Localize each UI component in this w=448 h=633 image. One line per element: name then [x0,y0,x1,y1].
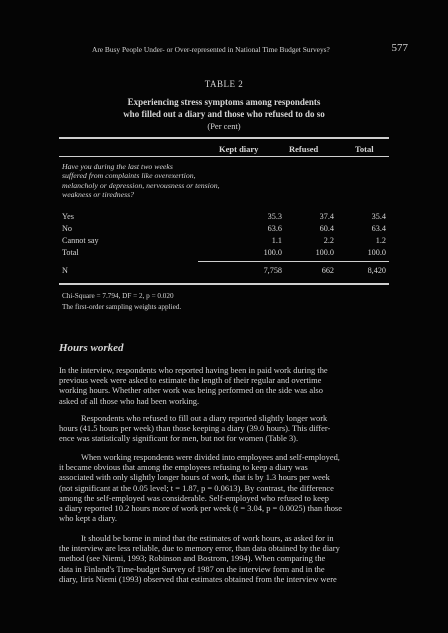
cell-kept-diary: 35.3 [267,212,282,221]
row-label: Cannot say [62,236,99,245]
text-line: the interview are less reliable, due to memory error, than data obtained by the diary [59,543,340,554]
text-line: ence was statistically significant for men, but not for women (Table 3). [59,433,299,444]
cell-kept-diary: 1.1 [271,236,282,245]
cell-total: 35.4 [371,212,386,221]
table-top-rule [59,137,389,139]
table-total-rule [198,261,389,262]
body-paragraph [59,413,389,444]
cell-total: 8,420 [367,266,386,275]
text-line: who kept a diary. [59,513,118,524]
cell-total: 100.0 [367,248,386,257]
section-heading: Hours worked [59,342,124,354]
survey-question [62,162,272,199]
row-label: No [62,224,73,233]
text-line: previous week were asked to estimate the length of their regular and overtime [59,375,322,386]
body-paragraph [59,533,389,584]
running-title: Are Busy People Under- or Over-represented in National Time Budget Surveys? [92,45,330,54]
text-line: a diary reported 10.2 hours more of work per week (t = 3.04, p = 0.0025) than those [59,502,342,513]
text-line: working hours. Whether other work was being performed on the side was also [59,385,323,396]
text-line: asked of all those who had been working. [59,395,200,406]
cell-refused: 2.2 [323,236,334,245]
table-footnote: The first-order sampling weights applied. [62,303,182,311]
cell-kept-diary: 7,758 [263,266,282,275]
page-number: 577 [391,42,408,54]
cell-kept-diary: 100.0 [263,248,282,257]
cell-total: 1.2 [375,236,386,245]
text-line: data in Finland's Time-budget Survey of 1987 on the interview form and in the [59,563,325,574]
table-row [62,212,388,223]
column-header-total: Total [355,144,374,154]
cell-refused: 60.4 [319,224,334,233]
table-row [62,248,388,259]
table-title [0,96,448,120]
row-label: Yes [62,212,74,221]
row-label: Total [62,248,79,257]
text-line: hours (41.5 hours per week) than those keeping a diary (39.0 hours). This differ- [59,423,331,434]
column-header-refused: Refused [289,144,319,154]
cell-refused: 37.4 [319,212,334,221]
table-row-n [62,266,388,277]
cell-refused: 100.0 [315,248,334,257]
survey-question-line: suffered from complaints like overexertion, [62,171,196,181]
body-paragraph [59,452,389,523]
survey-question-line: melancholy or depression, nervousness or tension, [62,180,220,190]
text-line: method (see Niemi, 1993; Robinson and Bostrom, 1994). When comparing the [59,553,326,564]
table-row [62,224,388,235]
cell-total: 63.4 [371,224,386,233]
text-line: It should be borne in mind that the estimates of work hours, as asked for in [81,533,334,543]
column-header-kept-diary: Kept diary [219,144,259,154]
row-label: N [62,266,68,275]
text-line: associated with only slightly longer hours of work, that is by 1.3 hours per week [59,472,330,483]
table-footnote: Chi-Square = 7.794, DF = 2, p = 0.020 [62,292,174,300]
text-line: In the interview, respondents who reported having been in paid work during the [59,365,328,375]
text-line: it became obvious that among the employees refusing to keep a diary was [59,462,308,473]
table-row [62,236,388,247]
text-line: When working respondents were divided into employees and self-employed, [81,452,340,462]
table-label: TABLE 2 [204,79,244,89]
table-bottom-rule [59,283,389,285]
body-paragraph [59,365,389,406]
table-unit-note: (Per cent) [207,121,241,131]
cell-kept-diary: 63.6 [267,224,282,233]
table-title-line: Experiencing stress symptoms among respondents [127,97,321,107]
text-line: diary, Iiris Niemi (1993) observed that estimates obtained from the interview were [59,573,337,584]
text-line: (not significant at the 0.05 level; t = 1.87, p = 0.0613). By contrast, the difference [59,482,334,493]
survey-question-line: weakness or tiredness? [62,189,135,199]
cell-refused: 662 [321,266,334,275]
table-title-line: who filled out a diary and those who refused to do so [123,109,325,119]
table-header-rule [59,156,389,157]
text-line: among the self-employed was considerable. Self-employed who refused to keep [59,492,329,503]
text-line: Respondents who refused to fill out a diary reported slightly longer work [81,413,328,423]
survey-question-line: Have you during the last two weeks [62,162,173,171]
